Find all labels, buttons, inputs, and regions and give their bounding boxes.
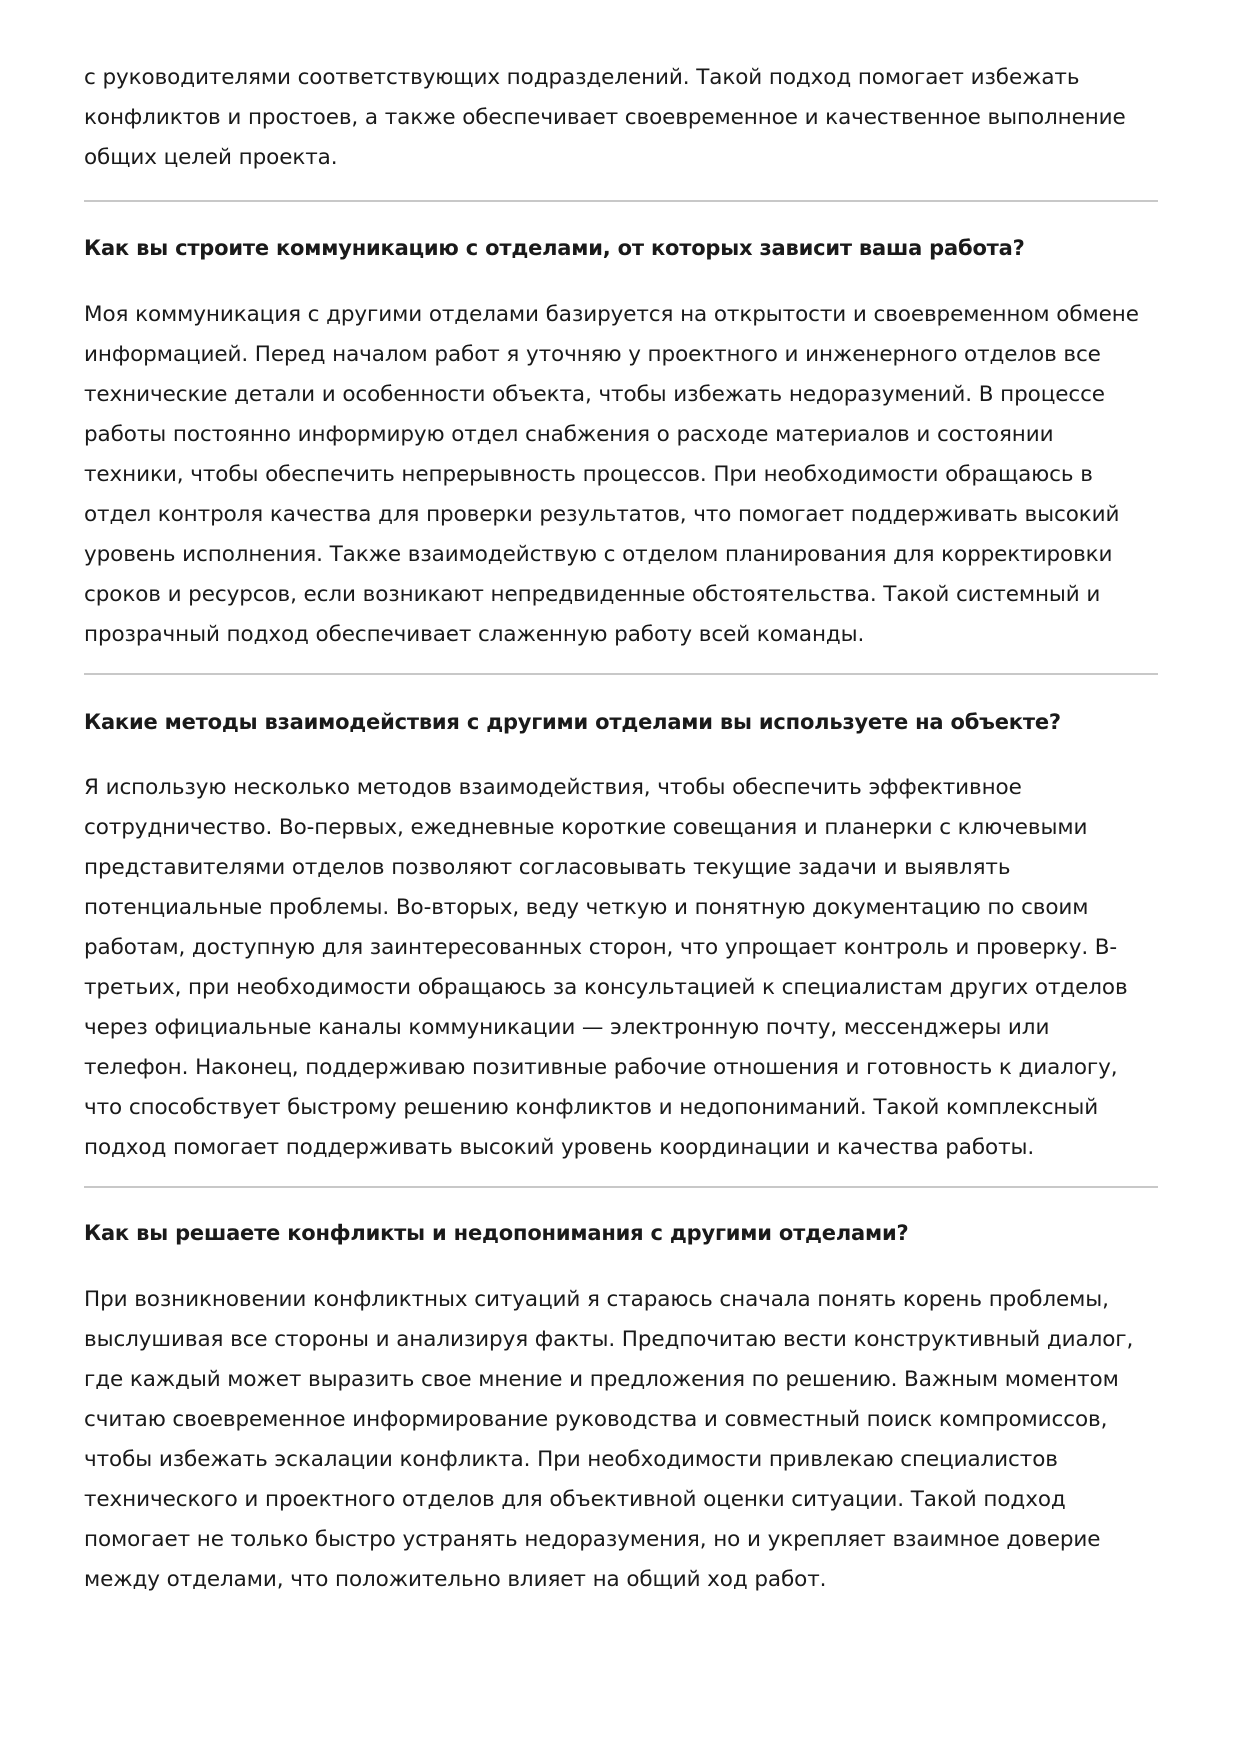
section-divider [84, 200, 1158, 202]
section-divider [84, 673, 1158, 675]
intro-paragraph: с руководителями соответствующих подразделений. Такой подход помогает избежать конфликтов и простоев, а также обеспечивает своевременное и качественное выполнение общих целей проекта. [84, 65, 1126, 170]
qa-section-3 [84, 1213, 1158, 1600]
question-heading: Какие методы взаимодействия с другими отделами вы используете на объекте? [84, 710, 1061, 734]
document-page [84, 58, 1158, 1600]
section-divider [84, 1186, 1158, 1188]
answer-paragraph: При возникновении конфликтных ситуаций я стараюсь сначала понять корень проблемы, выслушивая все стороны и анализируя факты. Предпочитаю вести конструктивный диалог, где каждый может выразить свое мнение и предложения по решению. Важным моментом считаю своевременное информирование руководства и совместный поиск компромиссов, чтобы избежать эскалации конфликта. При необходимости привлекаю специалистов технического и проектного отделов для объективной оценки ситуации. Такой подход помогает не только быстро устранять недоразумения, но и укрепляет взаимное доверие между отделами, что положительно влияет на общий ход работ. [84, 1287, 1134, 1592]
answer-paragraph: Моя коммуникация с другими отделами базируется на открытости и своевременном обмене информацией. Перед началом работ я уточняю у проектного и инженерного отделов все технические детали и особенности объекта, чтобы избежать недоразумений. В процессе работы постоянно информирую отдел снабжения о расходе материалов и состоянии техники, чтобы обеспечить непрерывность процессов. При необходимости обращаюсь в отдел контроля качества для проверки результатов, что помогает поддерживать высокий уровень исполнения. Также взаимодействую с отделом планирования для корректировки сроков и ресурсов, если возникают непредвиденные обстоятельства. Такой системный и прозрачный подход обеспечивает слаженную работу всей команды. [84, 302, 1139, 647]
qa-section-1 [84, 228, 1158, 655]
qa-section-2 [84, 702, 1158, 1168]
answer-paragraph: Я использую несколько методов взаимодействия, чтобы обеспечить эффективное сотрудничество. Во-первых, ежедневные короткие совещания и планерки с ключевыми представителями отделов позволяют согласовывать текущие задачи и выявлять потенциальные проблемы. Во-вторых, веду четкую и понятную документацию по своим работам, доступную для заинтересованных сторон, что упрощает контроль и проверку. В-третьих, при необходимости обращаюсь за консультацией к специалистам других отделов через официальные каналы коммуникации — электронную почту, мессенджеры или телефон. Наконец, поддерживаю позитивные рабочие отношения и готовность к диалогу, что способствует быстрому решению конфликтов и недопониманий. Такой комплексный подход помогает поддерживать высокий уровень координации и качества работы. [84, 775, 1128, 1160]
question-heading: Как вы решаете конфликты и недопонимания с другими отделами? [84, 1221, 909, 1245]
question-heading: Как вы строите коммуникацию с отделами, от которых зависит ваша работа? [84, 236, 1025, 260]
